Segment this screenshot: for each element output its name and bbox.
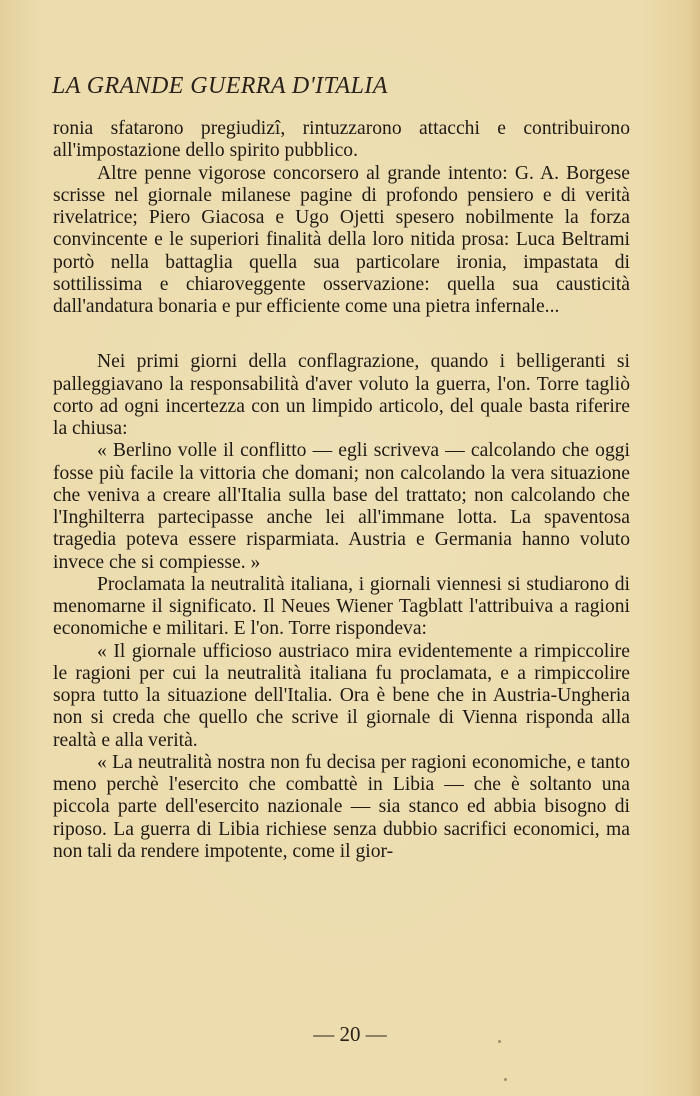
paragraph-6-quote: « Il giornale ufficioso austriaco mira evidentemente a rimpiccolire le ragioni per cui la neutralità italiana fu proclamata, e a rimpiccolire sopra tutto la situazione dell'Italia. Ora è bene che in Austria-Ungheria non si creda che quello che scrive il giornale di Vienna risponda alla realtà e alla verità. [53,640,630,751]
paragraph-2: Altre penne vigorose concorsero al grande intento: G. A. Borgese scrisse nel giornale milanese pagine di profondo pensiero e di verità rivelatrice; Piero Giacosa e Ugo Ojetti spesero nobilmente la forza convincente e le superiori finalità della loro nitida prosa: Luca Beltrami portò nella battaglia quella sua particolare ironia, impastata di sottilissima e chiaroveggente osservazione: quella sua causticità dall'andatura bonaria e pur efficiente come una pietra infernale... [53,162,630,317]
running-head: LA GRANDE GUERRA D'ITALIA [52,73,388,99]
paragraph-4-quote: « Berlino volle il conflitto — egli scriveva — calcolando che oggi fosse più facile la vittoria che domani; non calcolando la vera situazione che veniva a creare all'Italia sulla base del trattato; non calcolando che l'Inghilterra partecipasse anche lei all'immane lotta. La spaventosa tragedia poteva essere risparmiata. Austria e Germania hanno voluto invece che si compiesse. » [53,440,630,573]
body-text [53,118,630,863]
paragraph-3: Nei primi giorni della conflagrazione, quando i belligeranti si palleggiavano la responsabilità d'aver voluto la guerra, l'on. Torre tagliò corto ad ogni incertezza con un limpido articolo, del quale basta riferire la chiusa: [53,351,630,439]
paragraph-5: Proclamata la neutralità italiana, i giornali viennesi si studiarono di menomarne il significato. Il Neues Wiener Tagblatt l'attribuiva a ragioni economiche e militari. E l'on. Torre rispondeva: [53,573,630,640]
paper-speck [504,1078,507,1081]
paragraph-7-quote: « La neutralità nostra non fu decisa per ragioni economiche, e tanto meno perchè l'esercito che combattè in Libia — che è soltanto una piccola parte dell'esercito nazionale — sia stanco ed abbia bisogno di riposo. La guerra di Libia richiese senza dubbio sacrifici economici, ma non tali da rendere impotente, come il gior- [53,751,630,862]
paper-speck [498,1040,501,1043]
paragraph-1: ronia sfatarono pregiudizî, rintuzzarono attacchi e contribuirono all'impostazione dello spirito pubblico. [53,118,630,162]
page-number: — 20 — [313,1022,387,1046]
